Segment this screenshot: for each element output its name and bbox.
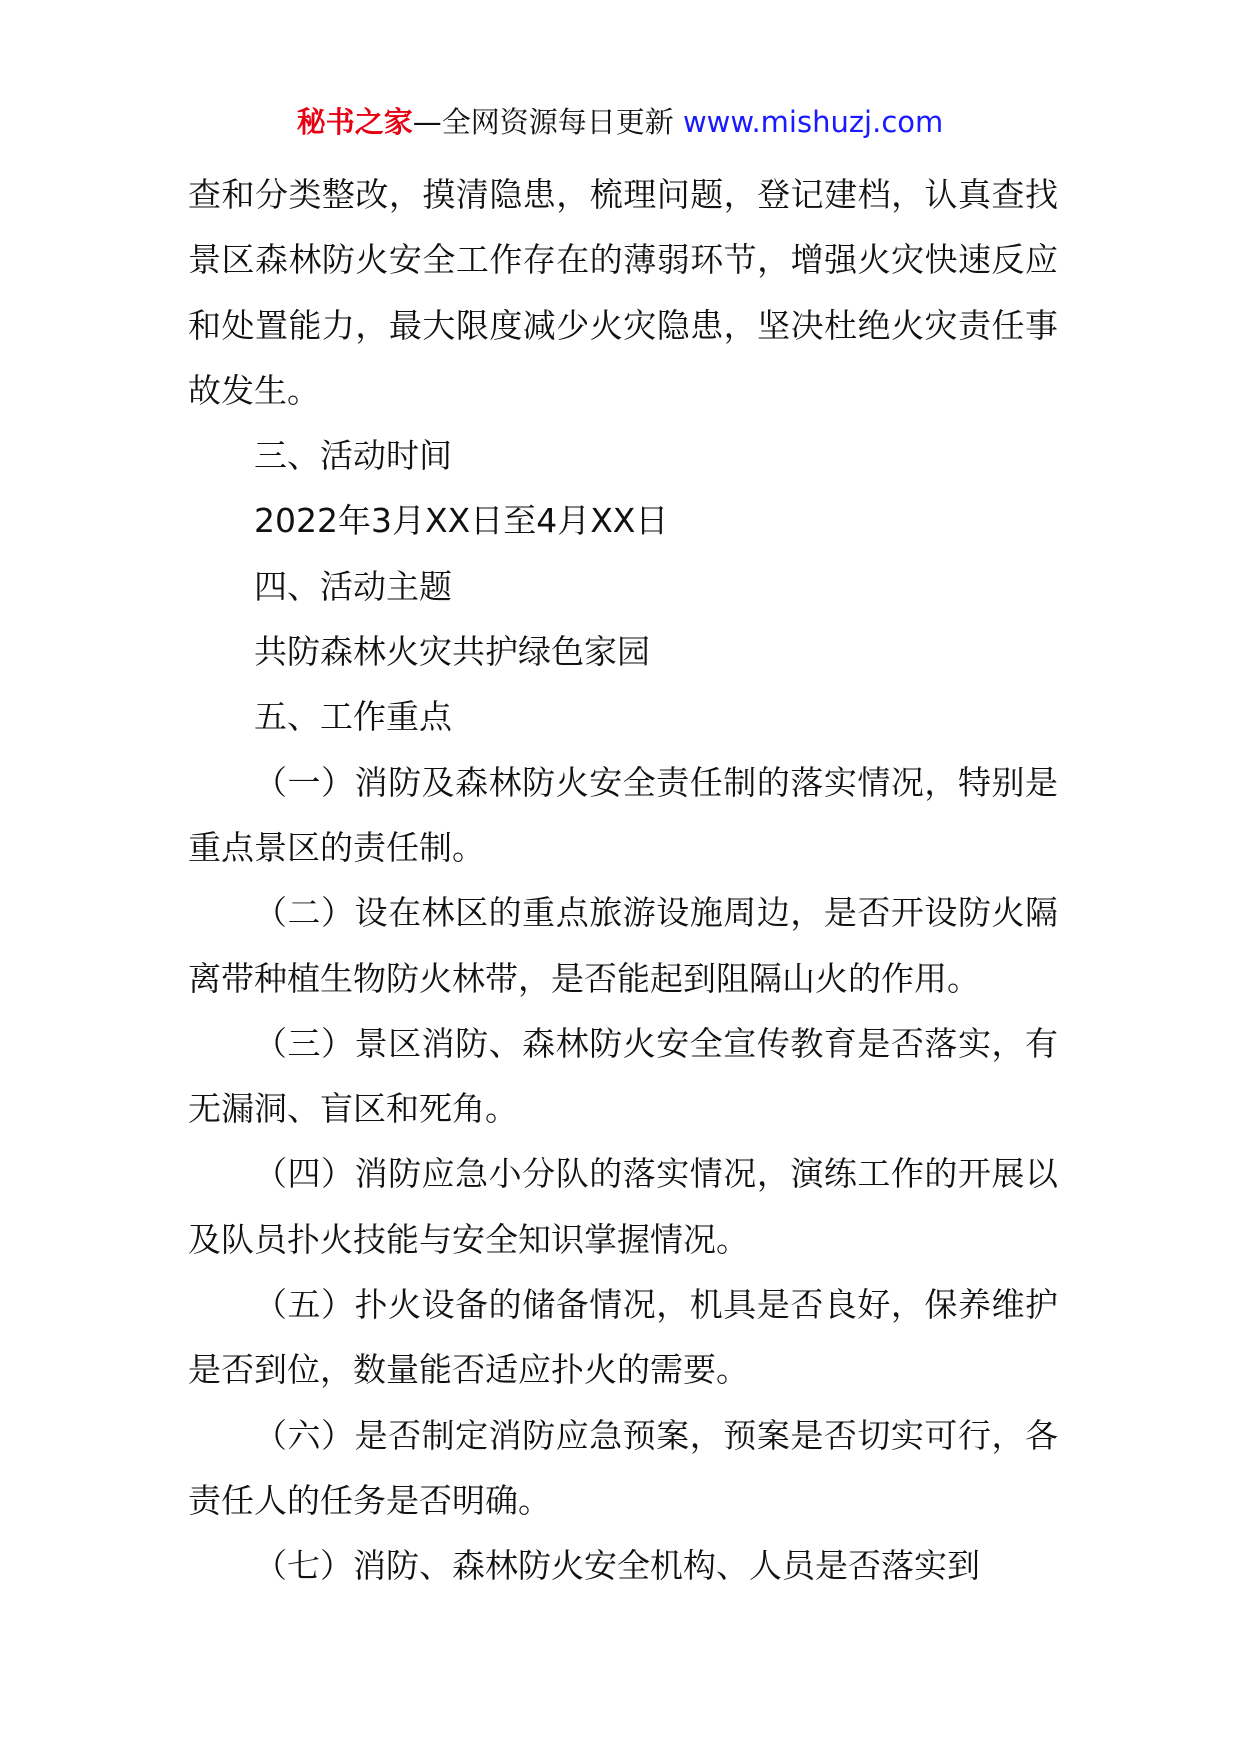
focus-item-6: （六）是否制定消防应急预案，预案是否切实可行，各责任人的任务是否明确。 bbox=[188, 1415, 1058, 1520]
focus-item-5: （五）扑火设备的储备情况，机具是否良好，保养维护是否到位，数量能否适应扑火的需要。 bbox=[188, 1285, 1058, 1390]
focus-item-1: （一）消防及森林防火安全责任制的落实情况，特别是重点景区的责任制。 bbox=[188, 762, 1058, 867]
brand-name: 秘书之家 bbox=[296, 105, 413, 139]
site-url-link[interactable]: www.mishuzj.com bbox=[682, 105, 944, 139]
paragraph-intro: 查和分类整改，摸清隐患，梳理问题，登记建档，认真查找景区森林防火安全工作存在的薄弱环节，增强火灾快速反应和处置能力，最大限度减少火灾隐患，坚决杜绝火灾责任事故发生。 bbox=[188, 175, 1058, 410]
header-tagline: —全网资源每日更新 bbox=[412, 105, 674, 139]
focus-item-7: （七）消防、森林防火安全机构、人员是否落实到 bbox=[254, 1546, 980, 1586]
focus-item-2: （二）设在林区的重点旅游设施周边，是否开设防火隔离带种植生物防火林带，是否能起到阻隔山火的作用。 bbox=[188, 893, 1058, 998]
heading-work-focus: 五、工作重点 bbox=[254, 697, 452, 737]
document-body bbox=[188, 162, 1058, 1599]
heading-activity-time: 三、活动时间 bbox=[254, 436, 452, 476]
activity-date-range: 2022年3月XX日至4月XX日 bbox=[254, 501, 669, 541]
heading-activity-theme: 四、活动主题 bbox=[254, 566, 452, 606]
focus-item-4: （四）消防应急小分队的落实情况，演练工作的开展以及队员扑火技能与安全知识掌握情况。 bbox=[188, 1154, 1058, 1259]
focus-item-3: （三）景区消防、森林防火安全宣传教育是否落实，有无漏洞、盲区和死角。 bbox=[188, 1023, 1058, 1129]
activity-theme-text: 共防森林火灾共护绿色家园 bbox=[254, 632, 650, 672]
page-header bbox=[0, 102, 1240, 142]
